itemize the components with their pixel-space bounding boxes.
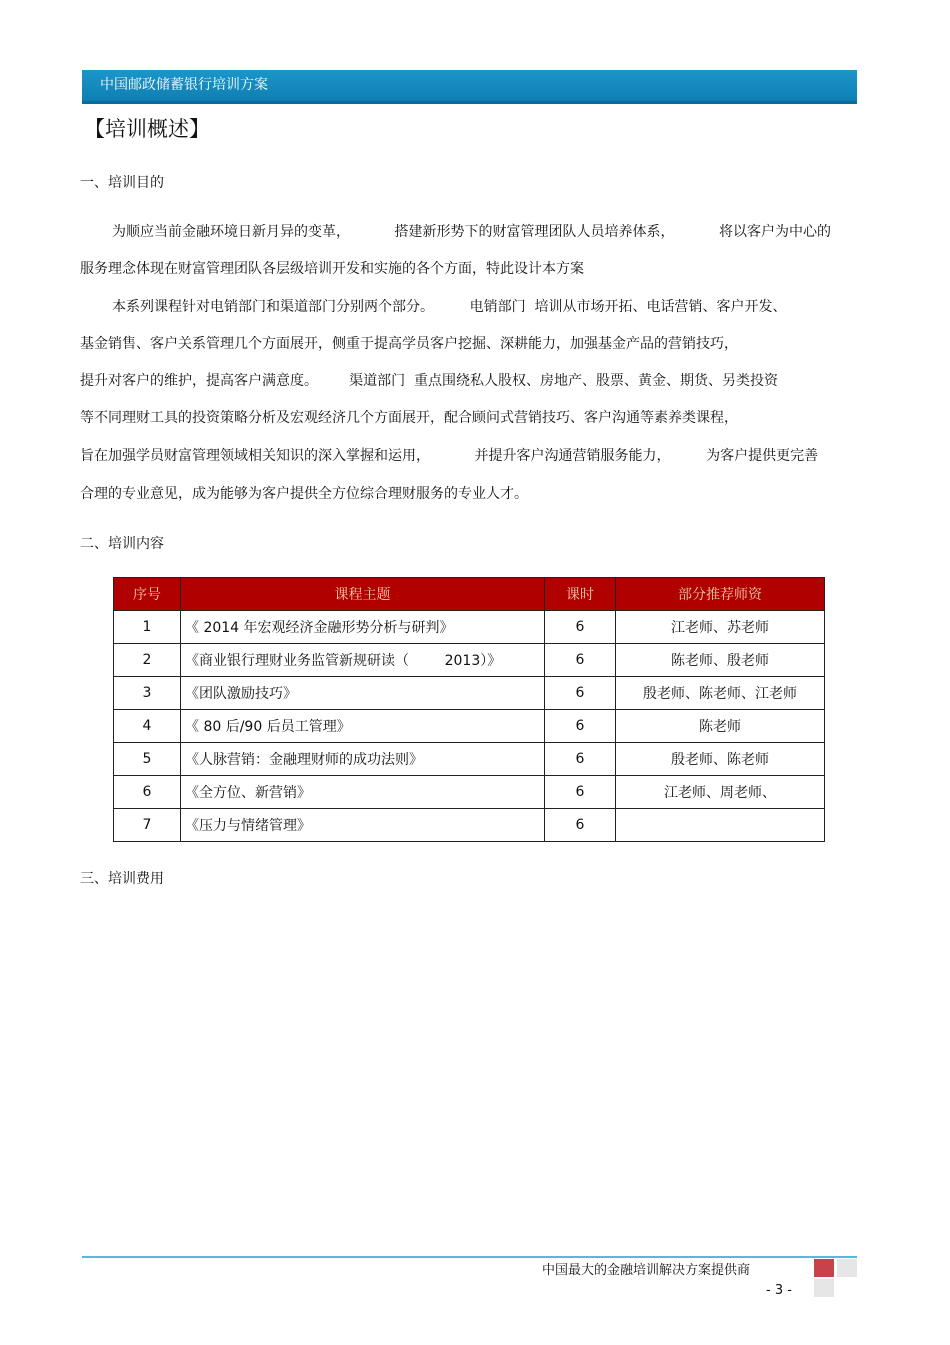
cell-hours: 6 xyxy=(545,677,616,710)
table-row xyxy=(114,677,825,710)
cell-teachers: 陈老师、殷老师 xyxy=(616,644,825,677)
cell-hours: 6 xyxy=(545,611,616,644)
cell-topic: 《商业银行理财业务监管新规研读（ 2013）》 xyxy=(181,644,545,677)
decorative-square-gray xyxy=(814,1279,834,1297)
decorative-square-red xyxy=(814,1259,834,1277)
course-table xyxy=(113,577,825,842)
cell-teachers: 殷老师、陈老师、江老师 xyxy=(616,677,825,710)
table-row xyxy=(114,710,825,743)
cell-hours: 6 xyxy=(545,809,616,842)
column-header-topic: 课程主题 xyxy=(181,578,545,611)
paragraph-line: 为顺应当前金融环境日新月异的变革， 搭建新形势下的财富管理团队人员培养体系， 将以客户为中心的 xyxy=(112,224,832,240)
paragraph-line: 旨在加强学员财富管理领域相关知识的深入掌握和运用， 并提升客户沟通营销服务能力， 为客户提供更完善 xyxy=(80,448,819,464)
section-title-purpose: 一、培训目的 xyxy=(80,175,164,191)
paragraph-line: 提升对客户的维护，提高客户满意度。 渠道部门 重点围绕私人股权、房地产、股票、黄金、期货、另类投资 xyxy=(80,373,779,389)
cell-number: 5 xyxy=(114,743,181,776)
column-header-teachers: 部分推荐师资 xyxy=(616,578,825,611)
table-header-row xyxy=(114,578,825,611)
section-title-fees: 三、培训费用 xyxy=(80,871,164,887)
cell-hours: 6 xyxy=(545,743,616,776)
paragraph-line: 基金销售、客户关系管理几个方面展开，侧重于提高学员客户挖掘、深耕能力，加强基金产品的营销技巧， xyxy=(80,336,738,352)
table-row xyxy=(114,644,825,677)
decorative-square-gray xyxy=(837,1259,857,1277)
page-number: - 3 - xyxy=(766,1283,792,1298)
cell-teachers: 江老师、苏老师 xyxy=(616,611,825,644)
cell-topic: 《 2014 年宏观经济金融形势分析与研判》 xyxy=(181,611,545,644)
cell-number: 2 xyxy=(114,644,181,677)
footer-tagline: 中国最大的金融培训解决方案提供商 xyxy=(542,1263,751,1278)
paragraph-line: 本系列课程针对电销部门和渠道部门分别两个部分。 电销部门 培训从市场开拓、电话营销、客户开发、 xyxy=(112,299,787,315)
table-row xyxy=(114,809,825,842)
cell-teachers: 江老师、周老师、 xyxy=(616,776,825,809)
overview-heading: 【培训概述】 xyxy=(84,117,210,141)
paragraph-line: 等不同理财工具的投资策略分析及宏观经济几个方面展开，配合顾问式营销技巧、客户沟通等素养类课程， xyxy=(80,410,738,426)
cell-teachers xyxy=(616,809,825,842)
cell-topic: 《全方位、新营销》 xyxy=(181,776,545,809)
cell-topic: 《 80 后/90 后员工管理》 xyxy=(181,710,545,743)
cell-topic: 《压力与情绪管理》 xyxy=(181,809,545,842)
footer-divider xyxy=(82,1256,857,1258)
section-title-content: 二、培训内容 xyxy=(80,536,164,552)
cell-hours: 6 xyxy=(545,776,616,809)
cell-teachers: 陈老师 xyxy=(616,710,825,743)
cell-number: 3 xyxy=(114,677,181,710)
cell-number: 7 xyxy=(114,809,181,842)
cell-number: 6 xyxy=(114,776,181,809)
paragraph-line: 合理的专业意见，成为能够为客户提供全方位综合理财服务的专业人才。 xyxy=(80,486,528,502)
cell-number: 1 xyxy=(114,611,181,644)
table-row xyxy=(114,776,825,809)
cell-number: 4 xyxy=(114,710,181,743)
table-row xyxy=(114,611,825,644)
cell-teachers: 殷老师、陈老师 xyxy=(616,743,825,776)
cell-hours: 6 xyxy=(545,710,616,743)
document-header-title: 中国邮政储蓄银行培训方案 xyxy=(100,77,268,93)
paragraph-line: 服务理念体现在财富管理团队各层级培训开发和实施的各个方面，特此设计本方案 xyxy=(80,261,584,277)
cell-topic: 《团队激励技巧》 xyxy=(181,677,545,710)
cell-hours: 6 xyxy=(545,644,616,677)
cell-topic: 《人脉营销：金融理财师的成功法则》 xyxy=(181,743,545,776)
column-header-hours: 课时 xyxy=(545,578,616,611)
column-header-number: 序号 xyxy=(114,578,181,611)
table-row xyxy=(114,743,825,776)
